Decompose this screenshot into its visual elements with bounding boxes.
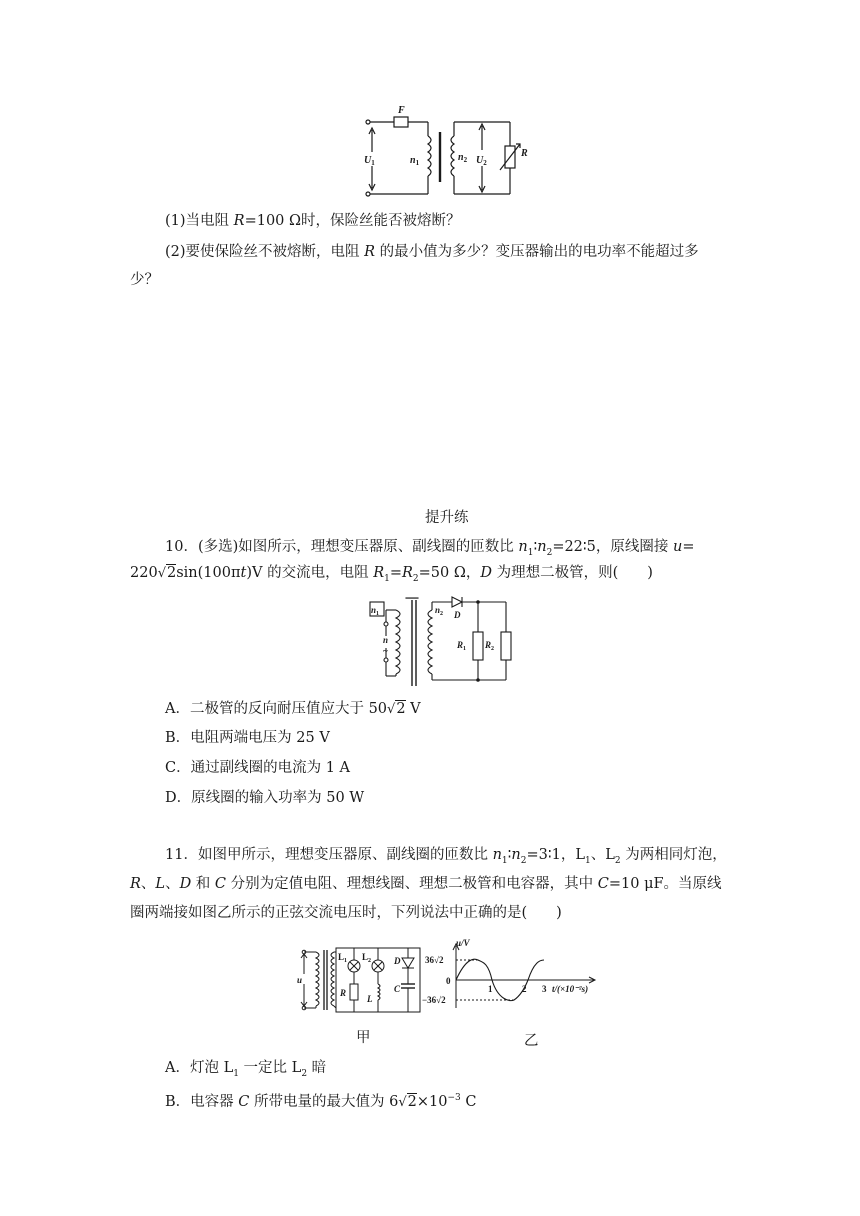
- q10-option-c[interactable]: C．通过副线圈的电流为 1 A: [165, 760, 351, 776]
- svg-text:L: L: [367, 994, 373, 1004]
- svg-text:R: R: [340, 988, 347, 998]
- q9-part2: (2)要使保险丝不被熔断，电阻 R 的最小值为多少？变压器输出的电功率不能超过多: [165, 244, 699, 260]
- svg-text:u: u: [297, 975, 303, 985]
- svg-text:36√2: 36√2: [425, 955, 444, 965]
- label-U2: $U_2$: [476, 155, 487, 167]
- svg-text:~: ~: [383, 646, 388, 656]
- q10-stem-line1: 10．(多选)如图所示，理想变压器原、副线圈的匝数比 $n_1∶n_2=22∶5$，原线圈接 u=: [165, 539, 695, 558]
- svg-text:n: n: [383, 635, 389, 645]
- svg-text:3: 3: [542, 984, 547, 994]
- label-n2: $n_2$: [458, 152, 468, 164]
- figure-q10-circuit: [368, 596, 518, 688]
- svg-text:n1: $n_1$: [371, 605, 380, 617]
- q11-stem-line2: R、L、D 和 C 分别为定值电阻、理想线圈、理想二极管和电容器，其中 C=10 μF。当原线: [130, 876, 722, 892]
- figure-q11-jia: [296, 944, 424, 1016]
- q11-option-b[interactable]: B．电容器 C 所带电量的最大值为 $6√2\times 10^{-3}$ C: [165, 1093, 477, 1110]
- figure-transformer-fuse: [350, 100, 540, 200]
- svg-text:0: 0: [446, 976, 451, 986]
- svg-text:D: D: [394, 956, 401, 966]
- label-n1: $n_1$: [410, 155, 420, 167]
- figure-q11-yi: [422, 938, 602, 1010]
- q9-part1: (1)当电阻 R=100 Ω时，保险丝能否被熔断？: [165, 213, 461, 229]
- svg-text:L1: $L_1$: [338, 952, 348, 964]
- q10-option-b[interactable]: B．电阻两端电压为 25 V: [165, 730, 330, 746]
- svg-text:n2: $n_2$: [435, 605, 444, 617]
- svg-text:1: 1: [488, 984, 493, 994]
- section-title: 提升练: [425, 510, 469, 526]
- svg-text:−36√2: −36√2: [422, 995, 446, 1005]
- q11-stem-line1: 11．如图甲所示，理想变压器原、副线圈的匝数比 $n_1∶n_2=3∶1$，$L_1$、$L_2$ 为两相同灯泡，: [165, 847, 727, 866]
- svg-text:L2: $L_2$: [362, 952, 372, 964]
- label-U1: $U_1$: [364, 155, 375, 167]
- svg-text:C: C: [394, 984, 401, 994]
- svg-text:t/(×10⁻²s): t/(×10⁻²s): [552, 984, 589, 994]
- svg-text:u/V: u/V: [456, 938, 470, 948]
- label-R: R: [521, 148, 528, 159]
- q11-option-a[interactable]: A．灯泡 $L_1$ 一定比 $L_2$ 暗: [165, 1060, 327, 1079]
- q10-option-a[interactable]: A．二极管的反向耐压值应大于 50√2 V: [165, 701, 421, 717]
- caption-jia: 甲: [356, 1030, 371, 1046]
- q9-part2-cont: 少？: [130, 272, 159, 288]
- label-F: F: [398, 105, 405, 116]
- svg-text:R1: $R_1$: [457, 640, 467, 652]
- svg-text:2: 2: [522, 984, 527, 994]
- q10-stem-line2: 220√2sin(100πt)V 的交流电，电阻 $R_1=R_2=50$ Ω，D 为理想二极管，则( ): [130, 565, 653, 584]
- svg-text:R2: $R_2$: [485, 640, 495, 652]
- caption-yi: 乙: [524, 1033, 539, 1049]
- q10-option-d[interactable]: D．原线圈的输入功率为 50 W: [165, 790, 365, 806]
- svg-text:D: D: [454, 610, 461, 620]
- q11-stem-line3: 圈两端接如图乙所示的正弦交流电压时，下列说法中正确的是( ): [130, 905, 562, 921]
